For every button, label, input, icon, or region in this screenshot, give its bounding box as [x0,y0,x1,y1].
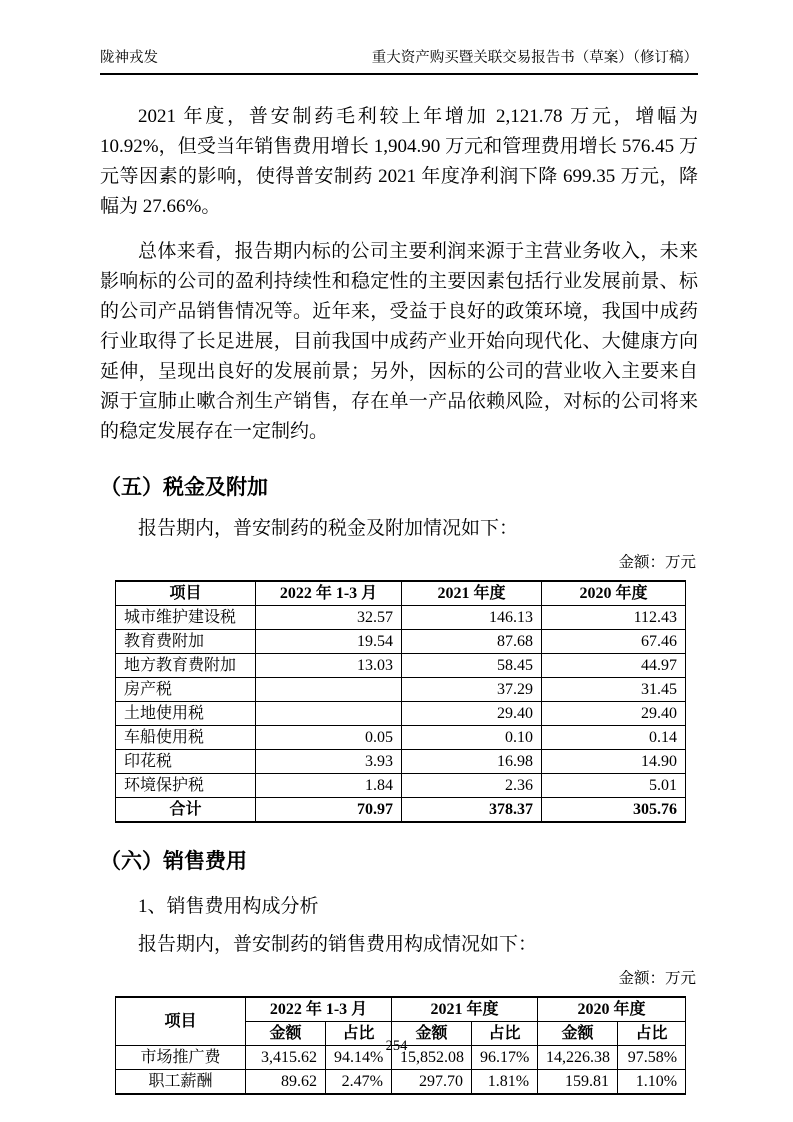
header-document-title: 重大资产购买暨关联交易报告书（草案）（修订稿） [371,50,698,66]
cell-value: 0.10 [402,726,542,750]
table-row [116,702,686,726]
cell-total-value: 70.97 [256,798,402,823]
section5-unit-note: 金额：万元 [618,554,696,571]
header-cell-2021: 2021 年度 [392,997,538,1022]
header-cell-2020: 2020 年度 [542,581,686,606]
header-cell-ratio: 占比 [326,1022,392,1046]
cell-value: 58.45 [402,654,542,678]
cell-item: 土地使用税 [116,702,256,726]
cell-value: 14.90 [542,750,686,774]
cell-amount: 14,226.38 [538,1046,618,1070]
section5-heading: （五）税金及附加 [100,475,268,499]
section6-subsection-title: 1、销售费用构成分析 [138,896,319,917]
cell-value: 44.97 [542,654,686,678]
table-header-row-periods [116,997,686,1022]
table-header-row [116,581,686,606]
header-cell-2022q1: 2022 年 1-3 月 [256,581,402,606]
cell-value: 19.54 [256,630,402,654]
cell-amount: 3,415.62 [246,1046,326,1070]
section6-unit-note: 金额：万元 [618,970,696,987]
section5-intro: 报告期内，普安制药的税金及附加情况如下： [138,518,519,539]
cell-value [256,702,402,726]
paragraph-profit-change: 2021 年度，普安制药毛利较上年增加 2,121.78 万元，增幅为 10.92%，但受当年销售费用增长 1,904.90 万元和管理费用增长 576.45 万元等因素的影响，使得普安制药 2021 年度净利润下降 699.35 万元，降幅为 27.66%。 [100,106,698,217]
page-number: 254 [385,1038,408,1054]
cell-value: 13.03 [256,654,402,678]
cell-value: 31.45 [542,678,686,702]
cell-item: 职工薪酬 [116,1070,246,1095]
section6-intro: 报告期内，普安制药的销售费用构成情况如下： [138,934,538,955]
header-cell-2020: 2020 年度 [538,997,686,1022]
cell-value [256,678,402,702]
cell-value: 0.14 [542,726,686,750]
header-cell-amount: 金额 [538,1022,618,1046]
table-row [116,606,686,630]
cell-value: 2.36 [402,774,542,798]
cell-value: 5.01 [542,774,686,798]
cell-value: 32.57 [256,606,402,630]
cell-value: 37.29 [402,678,542,702]
cell-total-label: 合计 [116,798,256,823]
cell-amount: 297.70 [392,1070,472,1095]
header-cell-2021: 2021 年度 [402,581,542,606]
cell-item: 教育费附加 [116,630,256,654]
cell-value: 29.40 [542,702,686,726]
table-row [116,726,686,750]
cell-value: 87.68 [402,630,542,654]
cell-total-value: 378.37 [402,798,542,823]
cell-item: 城市维护建设税 [116,606,256,630]
table-row [116,750,686,774]
header-cell-amount: 金额 [392,1022,472,1046]
tax-surcharge-table [115,580,686,823]
cell-item: 环境保护税 [116,774,256,798]
cell-ratio: 1.10% [618,1070,686,1095]
cell-item: 地方教育费附加 [116,654,256,678]
cell-ratio: 94.14% [326,1046,392,1070]
table-row [116,678,686,702]
cell-item: 印花税 [116,750,256,774]
cell-value: 1.84 [256,774,402,798]
cell-ratio: 96.17% [472,1046,538,1070]
header-cell-item: 项目 [116,997,246,1046]
header-company-name: 陇神戎发 [100,50,158,66]
header-cell-ratio: 占比 [618,1022,686,1046]
cell-ratio: 1.81% [472,1070,538,1095]
header-cell-2022q1: 2022 年 1-3 月 [246,997,392,1022]
cell-value: 146.13 [402,606,542,630]
cell-value: 0.05 [256,726,402,750]
cell-amount: 89.62 [246,1070,326,1095]
cell-amount: 159.81 [538,1070,618,1095]
cell-total-value: 305.76 [542,798,686,823]
cell-item: 房产税 [116,678,256,702]
page-header [100,48,698,75]
table-row [116,654,686,678]
cell-ratio: 2.47% [326,1070,392,1095]
cell-value: 112.43 [542,606,686,630]
header-cell-ratio: 占比 [472,1022,538,1046]
header-cell-amount: 金额 [246,1022,326,1046]
cell-value: 67.46 [542,630,686,654]
cell-value: 16.98 [402,750,542,774]
cell-item: 市场推广费 [116,1046,246,1070]
cell-value: 29.40 [402,702,542,726]
table-row [116,1070,686,1095]
header-cell-item: 项目 [116,581,256,606]
section6-heading: （六）销售费用 [100,849,247,873]
table-row [116,774,686,798]
cell-amount: 15,852.08 [392,1046,472,1070]
cell-ratio: 97.58% [618,1046,686,1070]
cell-value: 3.93 [256,750,402,774]
table-total-row [116,798,686,823]
paragraph-overall-analysis: 总体来看，报告期内标的公司主要利润来源于主营业务收入，未来影响标的公司的盈利持续性和稳定性的主要因素包括行业发展前景、标的公司产品销售情况等。近年来，受益于良好的政策环境，我国中成药行业取得了长足进展，目前我国中成药产业开始向现代化、大健康方向延伸，呈现出良好的发展前景；另外，因标的公司的营业收入主要来自源于宣肺止嗽合剂生产销售，存在单一产品依赖风险，对标的公司将来的稳定发展存在一定制约。 [100,241,698,442]
table-row [116,630,686,654]
cell-item: 车船使用税 [116,726,256,750]
